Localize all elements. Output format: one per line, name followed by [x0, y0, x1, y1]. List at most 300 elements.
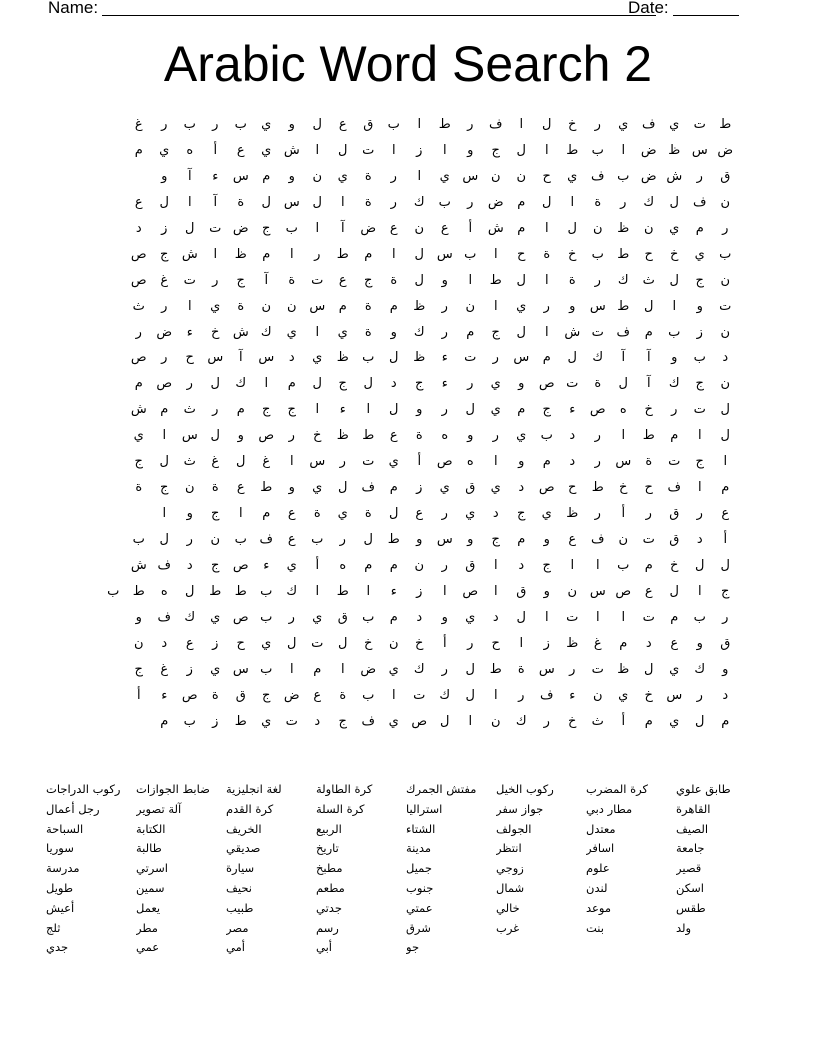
grid-cell[interactable]: ك — [235, 376, 247, 392]
grid-cell[interactable]: ب — [107, 583, 120, 599]
grid-cell[interactable]: ل — [669, 272, 679, 288]
grid-cell[interactable]: ه — [160, 583, 168, 599]
grid-cell[interactable]: ا — [315, 324, 320, 340]
grid-cell[interactable]: م — [364, 246, 373, 262]
grid-cell[interactable]: ت — [668, 454, 681, 470]
grid-cell[interactable]: م — [389, 298, 398, 314]
grid-cell[interactable]: د — [314, 713, 321, 729]
grid-cell[interactable]: ل — [287, 635, 297, 651]
grid-cell[interactable]: ر — [594, 117, 601, 132]
grid-cell[interactable]: ن — [720, 324, 731, 340]
grid-cell[interactable]: ة — [594, 376, 602, 392]
grid-cell[interactable]: ع — [440, 220, 449, 236]
grid-cell[interactable]: خ — [568, 246, 577, 262]
grid-cell[interactable]: ت — [311, 635, 324, 651]
grid-cell[interactable]: ج — [364, 272, 373, 288]
grid-cell[interactable]: ة — [288, 272, 296, 288]
grid-cell[interactable]: ل — [389, 402, 399, 418]
grid-cell[interactable]: ط — [234, 713, 247, 729]
grid-cell[interactable]: ه — [339, 557, 347, 573]
grid-cell[interactable]: م — [313, 661, 322, 677]
grid-cell[interactable]: ك — [643, 194, 655, 210]
grid-cell[interactable]: ل — [720, 402, 730, 418]
grid-cell[interactable]: ع — [389, 428, 398, 444]
grid-cell[interactable]: س — [283, 194, 300, 210]
grid-cell[interactable]: و — [288, 168, 295, 184]
grid-cell[interactable]: ء — [186, 324, 193, 340]
grid-cell[interactable]: ر — [135, 324, 142, 340]
grid-cell[interactable]: ض — [360, 661, 377, 677]
grid-cell[interactable]: غ — [211, 454, 220, 470]
grid-cell[interactable]: ف — [616, 324, 630, 340]
grid-cell[interactable]: ط — [362, 428, 375, 444]
grid-cell[interactable]: ي — [261, 713, 272, 729]
grid-cell[interactable]: ا — [187, 194, 192, 210]
grid-cell[interactable]: د — [518, 480, 525, 496]
grid-cell[interactable]: غ — [262, 454, 271, 470]
grid-cell[interactable]: ل — [440, 713, 450, 729]
grid-cell[interactable]: ص — [462, 583, 479, 599]
grid-cell[interactable]: ج — [160, 480, 169, 496]
grid-cell[interactable]: و — [543, 583, 550, 599]
grid-cell[interactable]: ر — [390, 168, 397, 184]
grid-cell[interactable]: ق — [669, 506, 680, 522]
grid-cell[interactable]: ط — [617, 246, 630, 262]
grid-cell[interactable]: و — [161, 168, 168, 184]
grid-cell[interactable]: د — [492, 609, 499, 625]
grid-cell[interactable]: ه — [466, 454, 474, 470]
grid-cell[interactable]: س — [436, 246, 453, 262]
grid-cell[interactable]: ح — [644, 246, 653, 262]
grid-cell[interactable]: ل — [465, 687, 475, 703]
grid-cell[interactable]: ي — [388, 454, 399, 470]
grid-cell[interactable]: خ — [364, 635, 373, 651]
grid-cell[interactable]: ت — [719, 298, 732, 314]
grid-cell[interactable]: ك — [286, 583, 298, 599]
grid-cell[interactable]: ن — [414, 220, 425, 236]
grid-cell[interactable]: ض — [232, 220, 249, 236]
grid-cell[interactable]: ي — [312, 609, 323, 625]
grid-cell[interactable]: غ — [160, 661, 169, 677]
grid-cell[interactable]: ر — [339, 454, 346, 470]
grid-cell[interactable]: ن — [490, 168, 501, 184]
grid-cell[interactable]: ر — [288, 609, 295, 625]
grid-cell[interactable]: ف — [667, 480, 681, 496]
grid-cell[interactable]: ق — [669, 532, 680, 547]
grid-cell[interactable]: ط — [489, 272, 502, 288]
grid-cell[interactable]: ط — [260, 480, 273, 496]
grid-cell[interactable]: ل — [669, 194, 679, 210]
grid-cell[interactable]: ز — [416, 480, 423, 496]
grid-cell[interactable]: و — [543, 532, 550, 547]
grid-cell[interactable]: ر — [467, 635, 474, 651]
grid-cell[interactable]: ة — [594, 194, 602, 210]
grid-cell[interactable]: ر — [212, 117, 219, 132]
grid-cell[interactable]: و — [467, 428, 474, 444]
grid-cell[interactable]: ك — [260, 324, 272, 340]
grid-cell[interactable]: ت — [362, 454, 375, 470]
grid-cell[interactable]: ج — [695, 272, 704, 288]
grid-cell[interactable]: ت — [591, 661, 604, 677]
grid-cell[interactable]: ل — [465, 402, 475, 418]
grid-cell[interactable]: ا — [417, 168, 422, 184]
grid-cell[interactable]: ا — [289, 246, 294, 262]
grid-cell[interactable]: ق — [363, 117, 374, 132]
grid-cell[interactable]: ر — [161, 298, 168, 314]
grid-cell[interactable]: ء — [569, 402, 576, 418]
grid-cell[interactable]: ا — [697, 480, 702, 496]
grid-cell[interactable]: ر — [441, 557, 448, 573]
grid-cell[interactable]: ل — [618, 376, 628, 392]
grid-cell[interactable]: ر — [543, 713, 550, 729]
grid-cell[interactable]: ي — [669, 117, 680, 132]
grid-cell[interactable]: ة — [135, 480, 143, 496]
grid-cell[interactable]: ل — [159, 532, 169, 547]
grid-cell[interactable]: ا — [315, 583, 320, 599]
grid-cell[interactable]: ة — [517, 661, 525, 677]
grid-cell[interactable]: ا — [238, 506, 243, 522]
grid-cell[interactable]: ح — [491, 635, 500, 651]
grid-cell[interactable]: ب — [285, 220, 298, 236]
grid-cell[interactable]: ر — [696, 506, 703, 522]
grid-cell[interactable]: ن — [312, 168, 323, 184]
grid-cell[interactable]: ش — [130, 557, 147, 573]
grid-cell[interactable]: ر — [212, 272, 219, 288]
grid-cell[interactable]: ت — [693, 402, 706, 418]
grid-cell[interactable]: و — [671, 350, 678, 366]
grid-cell[interactable]: ز — [416, 142, 423, 158]
grid-cell[interactable]: ا — [442, 583, 447, 599]
grid-cell[interactable]: ي — [490, 376, 501, 392]
grid-cell[interactable]: ف — [361, 713, 375, 729]
grid-cell[interactable]: ي — [210, 609, 221, 625]
grid-cell[interactable]: د — [492, 506, 499, 522]
grid-cell[interactable]: ا — [570, 194, 575, 210]
grid-cell[interactable]: س — [589, 583, 606, 599]
grid-cell[interactable]: ط — [489, 661, 502, 677]
grid-cell[interactable]: ي — [337, 324, 348, 340]
grid-cell[interactable]: ر — [696, 687, 703, 703]
grid-cell[interactable]: ل — [644, 661, 654, 677]
grid-cell[interactable]: س — [309, 454, 326, 470]
grid-cell[interactable]: ا — [519, 635, 524, 651]
name-field-line[interactable] — [102, 15, 656, 16]
grid-cell[interactable]: ي — [541, 506, 552, 522]
word-search-grid[interactable] — [78, 114, 738, 764]
grid-cell[interactable]: م — [389, 557, 398, 573]
grid-cell[interactable]: ر — [161, 350, 168, 366]
grid-cell[interactable]: ر — [339, 532, 346, 547]
grid-cell[interactable]: ض — [640, 168, 657, 184]
grid-cell[interactable]: ز — [696, 324, 703, 340]
grid-cell[interactable]: ج — [134, 454, 143, 470]
grid-cell[interactable]: ي — [567, 168, 578, 184]
grid-cell[interactable]: ن — [414, 557, 425, 573]
grid-cell[interactable]: ظ — [566, 506, 579, 522]
grid-cell[interactable]: ة — [237, 194, 245, 210]
grid-cell[interactable]: و — [696, 298, 703, 314]
grid-cell[interactable]: ب — [591, 246, 604, 262]
grid-cell[interactable]: ة — [237, 298, 245, 314]
grid-cell[interactable]: ج — [262, 402, 271, 418]
grid-cell[interactable]: م — [721, 480, 730, 496]
grid-cell[interactable]: ع — [338, 272, 347, 288]
grid-cell[interactable]: ر — [594, 454, 601, 470]
grid-cell[interactable]: و — [467, 142, 474, 158]
grid-cell[interactable]: ت — [591, 324, 604, 340]
grid-cell[interactable]: د — [186, 557, 193, 573]
grid-cell[interactable]: و — [518, 454, 525, 470]
grid-cell[interactable]: م — [619, 635, 628, 651]
grid-cell[interactable]: ة — [313, 506, 321, 522]
grid-cell[interactable]: ا — [595, 609, 600, 625]
grid-cell[interactable]: ج — [491, 532, 500, 547]
grid-cell[interactable]: ن — [720, 194, 731, 210]
grid-cell[interactable]: ف — [693, 194, 707, 210]
grid-cell[interactable]: آ — [646, 350, 651, 366]
grid-cell[interactable]: ج — [160, 246, 169, 262]
grid-cell[interactable]: ي — [388, 661, 399, 677]
grid-cell[interactable]: ص — [181, 687, 198, 703]
grid-cell[interactable]: ت — [642, 609, 655, 625]
grid-cell[interactable]: د — [390, 376, 397, 392]
grid-cell[interactable]: ر — [441, 661, 448, 677]
grid-cell[interactable]: ل — [185, 583, 195, 599]
grid-cell[interactable]: س — [232, 168, 249, 184]
grid-cell[interactable]: ن — [388, 635, 399, 651]
grid-cell[interactable]: ع — [670, 635, 679, 651]
grid-cell[interactable]: ط — [387, 532, 400, 547]
grid-cell[interactable]: م — [287, 376, 296, 392]
grid-cell[interactable]: ط — [591, 480, 604, 496]
grid-cell[interactable]: ا — [162, 428, 167, 444]
grid-cell[interactable]: ي — [618, 117, 629, 132]
grid-cell[interactable]: ب — [132, 532, 145, 547]
grid-cell[interactable]: ة — [364, 194, 372, 210]
grid-cell[interactable]: س — [258, 350, 275, 366]
grid-cell[interactable]: ج — [517, 506, 526, 522]
grid-cell[interactable]: ء — [339, 402, 346, 418]
grid-cell[interactable]: ل — [516, 272, 526, 288]
grid-cell[interactable]: و — [186, 506, 193, 522]
grid-cell[interactable]: ل — [720, 428, 730, 444]
grid-cell[interactable]: ا — [595, 557, 600, 573]
grid-cell[interactable]: ض — [640, 142, 657, 158]
grid-cell[interactable]: ا — [391, 687, 396, 703]
grid-cell[interactable]: ر — [722, 220, 729, 236]
grid-cell[interactable]: ج — [338, 376, 347, 392]
grid-cell[interactable]: م — [160, 713, 169, 729]
grid-cell[interactable]: ب — [693, 609, 706, 625]
grid-cell[interactable]: ض — [487, 194, 504, 210]
grid-cell[interactable]: ق — [720, 635, 731, 651]
grid-cell[interactable]: ر — [467, 376, 474, 392]
grid-cell[interactable]: ص — [130, 272, 147, 288]
grid-cell[interactable]: ب — [234, 117, 247, 132]
grid-cell[interactable]: ي — [337, 168, 348, 184]
grid-cell[interactable]: ب — [591, 142, 604, 158]
grid-cell[interactable]: ل — [261, 194, 271, 210]
grid-cell[interactable]: ز — [212, 713, 219, 729]
grid-cell[interactable]: ي — [465, 609, 476, 625]
grid-cell[interactable]: ل — [695, 713, 705, 729]
grid-cell[interactable]: س — [666, 687, 683, 703]
grid-cell[interactable]: أ — [136, 687, 141, 703]
grid-cell[interactable]: ش — [130, 402, 147, 418]
grid-cell[interactable]: ن — [592, 687, 603, 703]
grid-cell[interactable]: آ — [646, 376, 651, 392]
grid-cell[interactable]: م — [338, 298, 347, 314]
grid-cell[interactable]: ج — [695, 376, 704, 392]
grid-cell[interactable]: و — [518, 376, 525, 392]
grid-cell[interactable]: ح — [542, 168, 551, 184]
grid-cell[interactable]: ظ — [413, 298, 426, 314]
grid-cell[interactable]: س — [436, 532, 453, 547]
grid-cell[interactable]: م — [262, 168, 271, 184]
grid-cell[interactable]: آ — [187, 168, 192, 184]
grid-cell[interactable]: ط — [642, 428, 655, 444]
grid-cell[interactable]: س — [181, 428, 198, 444]
grid-cell[interactable]: م — [389, 480, 398, 496]
grid-cell[interactable]: ط — [566, 142, 579, 158]
grid-cell[interactable]: ع — [313, 687, 322, 703]
grid-cell[interactable]: ش — [564, 324, 581, 340]
grid-cell[interactable]: ل — [669, 583, 679, 599]
grid-cell[interactable]: ة — [211, 687, 219, 703]
grid-cell[interactable]: ر — [314, 246, 321, 262]
grid-cell[interactable]: ي — [516, 298, 527, 314]
grid-cell[interactable]: ن — [261, 298, 272, 314]
grid-cell[interactable]: ط — [209, 583, 222, 599]
grid-cell[interactable]: ر — [594, 506, 601, 522]
grid-cell[interactable]: س — [589, 298, 606, 314]
grid-cell[interactable]: ج — [134, 661, 143, 677]
grid-cell[interactable]: ا — [544, 272, 549, 288]
grid-cell[interactable]: ج — [542, 557, 551, 573]
grid-cell[interactable]: ظ — [413, 350, 426, 366]
grid-cell[interactable]: ح — [568, 480, 577, 496]
grid-cell[interactable]: ك — [413, 324, 425, 340]
grid-cell[interactable]: ب — [668, 324, 681, 340]
grid-cell[interactable]: م — [517, 402, 526, 418]
grid-cell[interactable]: ا — [493, 246, 498, 262]
grid-cell[interactable]: ا — [570, 557, 575, 573]
grid-cell[interactable]: ت — [693, 117, 706, 132]
grid-cell[interactable]: ة — [390, 272, 398, 288]
grid-cell[interactable]: ض — [156, 324, 173, 340]
grid-cell[interactable]: ب — [183, 117, 196, 132]
grid-cell[interactable]: ر — [671, 402, 678, 418]
grid-cell[interactable]: ي — [210, 298, 221, 314]
grid-cell[interactable]: ن — [720, 272, 731, 288]
grid-cell[interactable]: ك — [413, 661, 425, 677]
grid-cell[interactable]: م — [160, 402, 169, 418]
grid-cell[interactable]: ا — [162, 506, 167, 522]
grid-cell[interactable]: خ — [644, 402, 653, 418]
grid-cell[interactable]: ص — [258, 428, 275, 444]
grid-cell[interactable]: ل — [389, 350, 399, 366]
grid-cell[interactable]: ي — [261, 142, 272, 158]
grid-cell[interactable]: ا — [315, 142, 320, 158]
grid-cell[interactable]: ل — [414, 272, 424, 288]
grid-cell[interactable]: و — [416, 402, 423, 418]
grid-cell[interactable]: ج — [211, 506, 220, 522]
grid-cell[interactable]: ل — [516, 609, 526, 625]
grid-cell[interactable]: م — [517, 532, 526, 547]
grid-cell[interactable]: ء — [212, 168, 219, 184]
grid-cell[interactable]: ع — [185, 635, 194, 651]
grid-cell[interactable]: ة — [568, 272, 576, 288]
grid-cell[interactable]: ا — [493, 557, 498, 573]
grid-cell[interactable]: آ — [213, 194, 218, 210]
grid-cell[interactable]: ر — [518, 687, 525, 703]
grid-cell[interactable]: آ — [340, 220, 345, 236]
grid-cell[interactable]: ا — [544, 324, 549, 340]
grid-cell[interactable]: ت — [642, 532, 655, 547]
grid-cell[interactable]: ت — [566, 376, 579, 392]
grid-cell[interactable]: ر — [620, 194, 627, 210]
grid-cell[interactable]: أ — [442, 635, 447, 651]
grid-cell[interactable]: ر — [212, 402, 219, 418]
grid-cell[interactable]: غ — [134, 117, 143, 132]
grid-cell[interactable]: ج — [262, 687, 271, 703]
grid-cell[interactable]: ر — [441, 298, 448, 314]
grid-cell[interactable]: ء — [390, 583, 397, 599]
grid-cell[interactable]: ر — [441, 324, 448, 340]
grid-cell[interactable]: و — [441, 272, 448, 288]
grid-cell[interactable]: ة — [415, 428, 423, 444]
grid-cell[interactable]: د — [645, 635, 652, 651]
grid-cell[interactable]: ف — [642, 117, 656, 132]
grid-cell[interactable]: ل — [414, 246, 424, 262]
grid-cell[interactable]: و — [722, 661, 729, 677]
grid-cell[interactable]: ح — [236, 635, 245, 651]
grid-cell[interactable]: ن — [490, 713, 501, 729]
grid-cell[interactable]: ب — [464, 246, 477, 262]
grid-cell[interactable]: ي — [490, 480, 501, 496]
grid-cell[interactable]: ن — [643, 220, 654, 236]
grid-cell[interactable]: ت — [183, 272, 196, 288]
grid-cell[interactable]: ظ — [234, 246, 247, 262]
grid-cell[interactable]: ل — [720, 557, 730, 573]
grid-cell[interactable]: م — [466, 324, 475, 340]
grid-cell[interactable]: م — [542, 454, 551, 470]
grid-cell[interactable]: ط — [132, 583, 145, 599]
grid-cell[interactable]: ة — [364, 168, 372, 184]
grid-cell[interactable]: ي — [516, 428, 527, 444]
grid-cell[interactable]: ر — [492, 350, 499, 366]
grid-cell[interactable]: ل — [338, 142, 348, 158]
grid-cell[interactable]: ب — [234, 532, 247, 547]
grid-cell[interactable]: ش — [232, 324, 249, 340]
grid-cell[interactable]: م — [262, 506, 271, 522]
grid-cell[interactable]: ت — [362, 142, 375, 158]
grid-cell[interactable]: ا — [417, 117, 422, 132]
grid-cell[interactable]: ج — [211, 557, 220, 573]
grid-cell[interactable]: خ — [415, 635, 424, 651]
grid-cell[interactable]: ا — [544, 142, 549, 158]
grid-cell[interactable]: ن — [592, 220, 603, 236]
grid-cell[interactable]: ا — [723, 454, 728, 470]
grid-cell[interactable]: ث — [591, 713, 604, 729]
grid-cell[interactable]: ك — [617, 272, 629, 288]
grid-cell[interactable]: ل — [567, 220, 577, 236]
grid-cell[interactable]: ف — [591, 168, 605, 184]
grid-cell[interactable]: ي — [465, 506, 476, 522]
grid-cell[interactable]: ا — [366, 402, 371, 418]
grid-cell[interactable]: ط — [336, 246, 349, 262]
grid-cell[interactable]: ل — [363, 532, 373, 547]
